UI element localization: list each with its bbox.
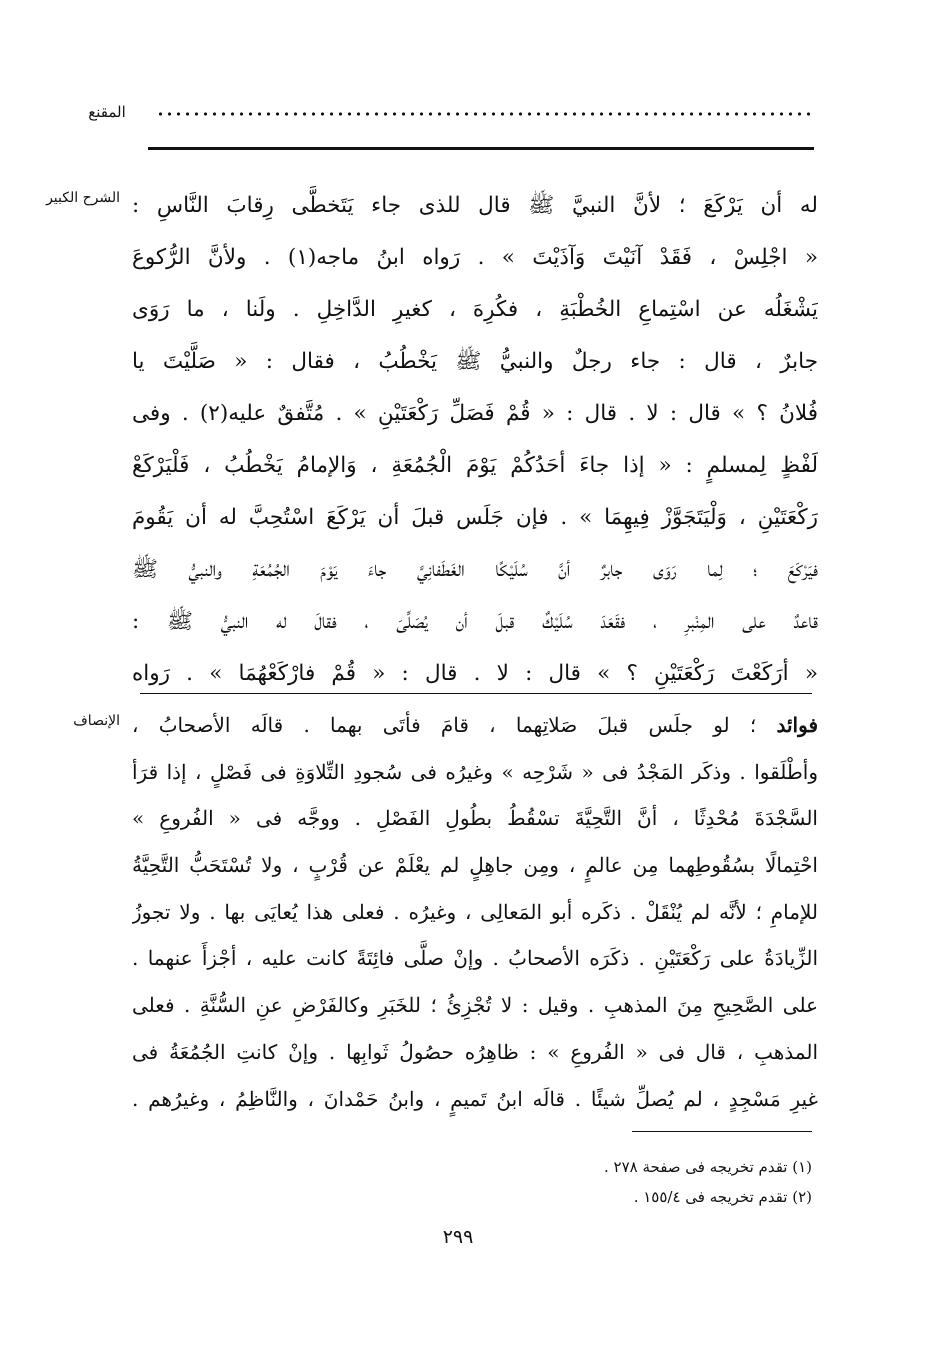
insaf-text-block	[132, 702, 818, 1122]
text-line: قاعدٌ على المِنْبرِ ، فقَعَدَ سُلَيْكٌ قبلَ أن يُصَلِّىَ ، فقالَ له النبيُّ ﷺ :	[132, 609, 818, 634]
text-line: له أن يَرْكَعَ ؛ لأنَّ النبيَّ ﷺ قال للذى جاء يَتَخطَّى رِقابَ النَّاسِ :	[132, 193, 818, 218]
fawaid-heading: فوائد	[776, 713, 818, 737]
running-header-title: المقنع	[88, 103, 126, 121]
text-line: احْتِمالًا بسُقُوطِهما مِن عالمٍ ، ومِن جاهِلٍ لم يعْلَمْ عن قُرْبٍ ، ولا تُسْتَحَبُّ التَّحِيَّةُ	[132, 853, 818, 878]
header-dotted-leader	[156, 108, 812, 120]
text-line: فيَرْكَعَ ؛ لِما رَوَى جابرٌ أنَّ سُلَيْكًا الغَطَفانِيَّ جاءَ يَوْمَ الجُمُعَةِ والنبيُّ ﷺ	[132, 557, 818, 582]
margin-label-insaf: الإنصاف	[73, 713, 120, 729]
section-separator	[140, 693, 812, 694]
text-line: للإمامِ ؛ لأنَّه لم يُنْقَلْ . ذكَره أبو المَعالِى ، وغيرُه . فعلى هذا يُعايَى بها . ولا تجوزُ	[132, 899, 818, 924]
margin-label-sharh: الشرح الكبير	[46, 190, 120, 206]
text-line: السَّجْدَةَ مُحْدِثًا ، أنَّ التَّحِيَّةَ تسْقُطُ بطُولِ الفَصْلِ . ووجَّه فى « الفُروعِ »	[132, 806, 818, 831]
text-line: غيرِ مَسْجِدٍ ، لم يُصلِّ شيئًا . قالَه ابنُ تَميمٍ ، وابنُ حَمْدانَ ، والنَّاظِمُ ، وغيرُهم .	[132, 1086, 818, 1111]
text-line: لَفْظٍ لِمسلمٍ : « إذا جاءَ أحَدُكُمْ يَوْمَ الْجُمُعَةِ ، وَالإمامُ يَخْطُبُ ، فَلْيَرْكَعْ	[132, 453, 818, 478]
text-line-first-rest: ؛ لو جلَس قبلَ صَلاتِهما ، قامَ فأتَى بهما . قالَه الأصحابُ ،	[132, 713, 757, 737]
sharh-text-block	[132, 180, 818, 700]
text-line: يَشْغَلُه عن اسْتِماعِ الخُطْبَةِ ، فكُرِهَ ، كغيرِ الدَّاخِلِ . ولَنا ، ما رَوَى	[132, 297, 818, 322]
text-line: رَكْعَتَيْنِ ، وَلْيَتَجَوَّزْ فِيهِمَا » . فإن جَلَس قبلَ أن يَرْكَعَ اسْتُحِبَّ له أن يَقُومَ	[132, 505, 818, 530]
page-number: ٢٩٩	[442, 1226, 474, 1248]
text-line: فُلانُ ؟ » قال : لا . قال : « قُمْ فَصَلِّ رَكْعَتَيْنِ » . مُتَّفقٌ عليه(٢) . وفى	[132, 401, 818, 426]
text-line: « أرَكَعْتَ رَكْعَتَيْنِ ؟ » قال : لا . قال : « قُمْ فارْكَعْهُمَا » . رَواه	[132, 661, 818, 686]
footnotes	[420, 1152, 812, 1212]
text-line: المذهبِ ، قال فى « الفُروعِ » : ظاهِرُه حصُولُ ثَوابِها . وإنْ كانتِ الجُمُعَةُ فى	[132, 1039, 818, 1064]
text-line: « اجْلِسْ ، فَقَدْ آنَيْتَ وَآذَيْتَ » . رَواه ابنُ ماجه(١) . ولأنَّ الرُّكوعَ	[132, 245, 818, 270]
footnote-1: (١) تقدم تخريجه فى صفحة ٢٧٨ .	[603, 1158, 812, 1176]
text-line: الزِّيادَةُ على رَكْعَتَيْنِ . ذكَرَه الأصحابُ . وإنْ صلَّى فائِتَةً كانت عليه ، أجْزأَ عنهما .	[132, 946, 818, 971]
text-line: وأطْلَقوا . وذكَر المَجْدُ فى « شَرْحِه » وغيرُه فى سُجودِ التِّلاوَةِ فى فَصْلٍ ، إذا قرَأ	[132, 759, 818, 784]
text-line: جابرٌ ، قال : جاء رجلٌ والنبيُّ ﷺ يَخْطُبُ ، فقال : « صَلَّيْتَ يا	[132, 349, 818, 374]
header-rule	[148, 147, 814, 150]
text-line-first	[132, 702, 818, 749]
footnote-rule	[632, 1131, 812, 1132]
footnote-2: (٢) تقدم تخريجه فى ١٥٥/٤ .	[633, 1188, 812, 1206]
text-line: على الصَّحِيحِ مِنَ المذهبِ . وقيل : لا تُجْزِئُ ؛ للخَبَرِ وكالفَرْضِ عنِ السُّنَّةِ . فعلى	[132, 993, 818, 1018]
